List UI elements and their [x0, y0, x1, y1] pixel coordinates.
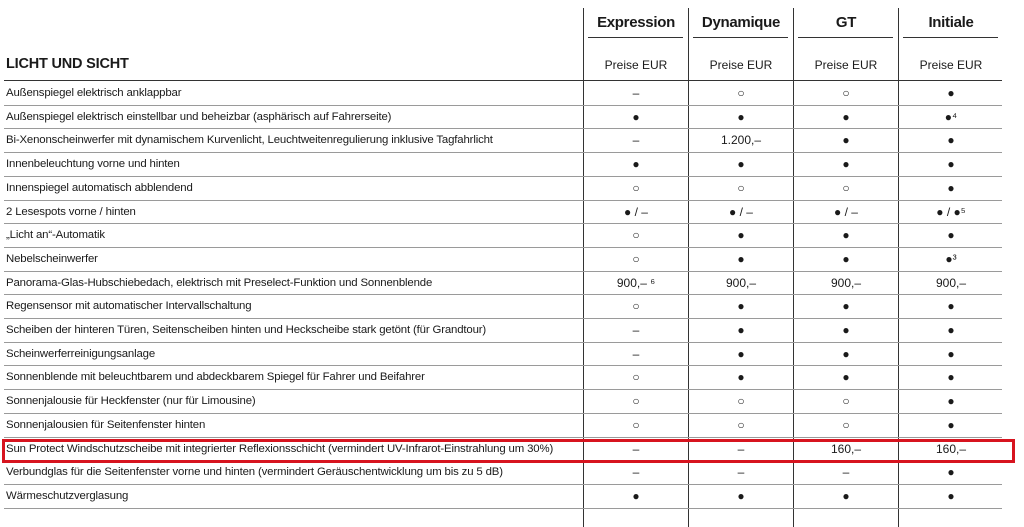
table-cell: ●	[737, 228, 745, 243]
table-cell: ○	[842, 86, 850, 100]
feature-label: „Licht an“-Automatik	[6, 229, 105, 242]
table-cell: ●	[947, 370, 955, 385]
feature-label: Scheiben der hinteren Türen, Seitenscheiben hinten und Heckscheibe stark getönt (für Grandtour)	[6, 324, 487, 336]
table-cell: ●	[842, 488, 850, 503]
table-cell: ○	[632, 417, 640, 432]
feature-label: Bi-Xenonscheinwerfer mit dynamischem Kurvenlicht, Leuchtweitenregulierung inklusive Tagfahrlicht	[6, 134, 493, 147]
table-cell: ●	[737, 488, 745, 503]
table-cell: ○	[842, 180, 850, 195]
column-header-gt: GT	[835, 14, 857, 31]
table-cell: ●	[737, 251, 745, 266]
header-rule	[588, 37, 683, 38]
table-row	[0, 342, 1024, 366]
table-cell: ●	[842, 323, 850, 337]
table-cell: 900,–	[935, 275, 967, 290]
header-rule	[903, 37, 998, 38]
table-cell: 900,– ⁶	[616, 275, 656, 290]
table-cell: ●	[737, 299, 745, 314]
table-cell: ○	[737, 86, 745, 100]
table-cell: ●	[947, 323, 955, 337]
table-cell: ●	[842, 251, 850, 266]
feature-label: 2 Lesespots vorne / hinten	[6, 205, 136, 218]
table-cell: ●	[947, 133, 955, 148]
feature-label: Außenspiegel elektrisch anklappbar	[6, 87, 182, 99]
highlight-box	[2, 439, 1015, 463]
table-cell: ●	[947, 394, 955, 409]
table-cell: ●³	[945, 251, 957, 266]
table-cell: –	[737, 465, 745, 480]
table-cell: ●	[632, 488, 640, 503]
table-cell: –	[737, 441, 745, 456]
table-row	[0, 365, 1024, 389]
table-cell: 900,–	[725, 275, 757, 290]
feature-label: Außenspiegel elektrisch einstellbar und beheizbar (asphärisch auf Fahrerseite)	[6, 110, 392, 123]
feature-label: Innenspiegel automatisch abblendend	[6, 181, 193, 194]
table-cell: ● / –	[729, 204, 753, 219]
table-row	[0, 271, 1024, 295]
feature-label: Wärmeschutzverglasung	[6, 489, 129, 502]
table-cell: 160,–	[935, 441, 967, 456]
table-row	[0, 247, 1024, 271]
table-cell: ○	[842, 394, 850, 409]
table-cell: ●	[842, 228, 850, 243]
table-cell: ●	[947, 346, 955, 361]
table-cell: ○	[632, 394, 640, 409]
table-cell: ○	[632, 251, 640, 266]
feature-label: Scheinwerferreinigungsanlage	[6, 347, 156, 360]
price-label: Preise EUR	[709, 58, 773, 72]
table-row	[0, 318, 1024, 342]
feature-label: Innenbeleuchtung vorne und hinten	[6, 158, 180, 171]
table-cell: ○	[632, 228, 640, 243]
table-cell: –	[842, 465, 850, 480]
table-cell: ●	[947, 299, 955, 314]
table-cell: 1.200,–	[720, 133, 762, 148]
table-cell: ●	[947, 465, 955, 480]
table-cell: 900,–	[830, 275, 862, 290]
table-cell: ●	[842, 157, 850, 172]
table-row	[0, 413, 1024, 437]
table-cell: ●	[737, 323, 745, 337]
table-cell: ●	[947, 157, 955, 172]
row-rule	[4, 508, 1002, 509]
table-cell: ●	[842, 370, 850, 385]
table-cell: ●	[737, 157, 745, 172]
table-cell: ○	[632, 299, 640, 314]
table-cell: ●	[947, 180, 955, 195]
price-label: Preise EUR	[919, 58, 983, 72]
table-row	[0, 484, 1024, 508]
table-row	[0, 152, 1024, 176]
feature-label: Sonnenblende mit beleuchtbarem und abdeckbarem Spiegel für Fahrer und Beifahrer	[6, 371, 425, 384]
table-cell: ● / ●⁵	[936, 204, 966, 219]
header-rule	[798, 37, 893, 38]
table-cell: ●	[842, 109, 850, 124]
table-cell: ●	[842, 299, 850, 314]
feature-label: Verbundglas für die Seitenfenster vorne und hinten (vermindert Geräuschentwicklung um bis zu 5 dB)	[6, 466, 503, 479]
table-cell: ●	[842, 346, 850, 361]
table-cell: ○	[737, 180, 745, 195]
feature-label: Sonnenjalousie für Heckfenster (nur für Limousine)	[6, 395, 256, 408]
table-row	[0, 176, 1024, 200]
table-cell: ●	[947, 488, 955, 503]
table-row	[0, 389, 1024, 413]
table-cell: ●⁴	[944, 109, 958, 124]
table-row	[0, 460, 1024, 484]
column-header-initiale: Initiale	[928, 14, 974, 31]
table-cell: ●	[737, 370, 745, 385]
table-cell: –	[632, 441, 640, 456]
table-cell: ●	[737, 346, 745, 361]
table-cell: ● / –	[834, 204, 858, 219]
feature-label: Regensensor mit automatischer Intervallschaltung	[6, 300, 252, 313]
table-cell: ●	[737, 109, 745, 124]
table-cell: –	[632, 323, 640, 337]
feature-label: Sun Protect Windschutzscheibe mit integrierter Reflexionsschicht (vermindert UV-Infrarot-Einstrahlung um 30%)	[6, 442, 554, 455]
table-cell: ● / –	[624, 204, 648, 219]
table-cell: –	[632, 465, 640, 480]
table-cell: ○	[737, 417, 745, 432]
table-cell: 160,–	[830, 441, 862, 456]
table-cell: ●	[632, 109, 640, 124]
table-row	[0, 294, 1024, 318]
table-cell: ○	[632, 370, 640, 385]
table-cell: ○	[737, 394, 745, 409]
feature-label: Panorama-Glas-Hubschiebedach, elektrisch mit Preselect-Funktion und Sonnenblende	[6, 276, 433, 289]
table-cell: ●	[947, 417, 955, 432]
table-cell: –	[632, 346, 640, 361]
table-cell: ●	[842, 133, 850, 148]
table-row	[0, 81, 1024, 105]
column-header-expression: Expression	[597, 14, 675, 31]
table-cell: ●	[947, 86, 955, 100]
feature-label: Sonnenjalousien für Seitenfenster hinten	[6, 418, 206, 431]
table-cell: –	[632, 133, 640, 148]
table-row	[0, 105, 1024, 129]
price-label: Preise EUR	[604, 58, 668, 72]
table-row	[0, 200, 1024, 224]
table-cell: ○	[842, 417, 850, 432]
feature-label: Nebelscheinwerfer	[6, 252, 98, 265]
header-rule	[693, 37, 788, 38]
table-row	[0, 223, 1024, 247]
table-cell: ●	[947, 228, 955, 243]
table-cell: ○	[632, 180, 640, 195]
section-title: LICHT UND SICHT	[6, 56, 129, 72]
table-cell: ●	[632, 157, 640, 172]
price-label: Preise EUR	[814, 58, 878, 72]
column-header-dynamique: Dynamique	[701, 14, 781, 31]
table-row	[0, 128, 1024, 152]
table-cell: –	[632, 86, 640, 100]
